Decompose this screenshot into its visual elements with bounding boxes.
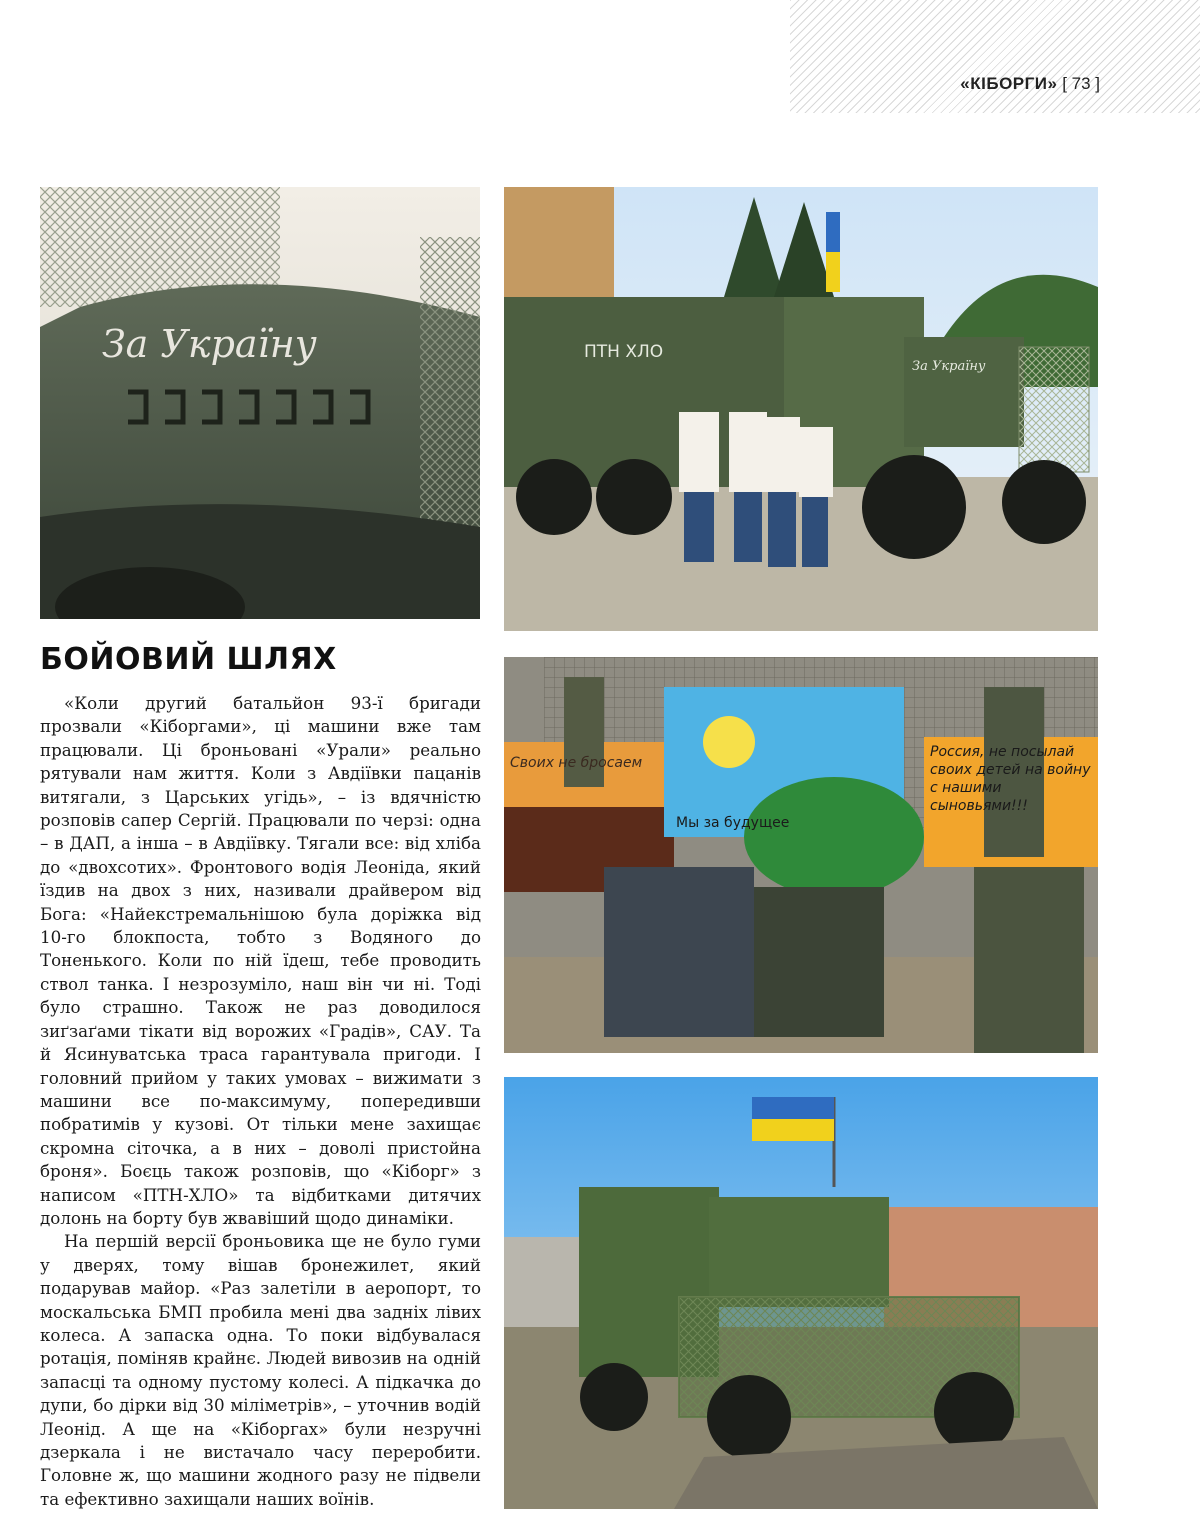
article-heading: БОЙОВИЙ ШЛЯХ <box>40 642 337 677</box>
poster-right-text: Россия, не посылай своих детей на войну с нашими сыновьями!!! <box>930 744 1091 814</box>
page-number: [ 73 ] <box>1062 74 1100 93</box>
article-paragraph: «Коли другий батальйон 93-ї бригади прозвали «Кіборгами», ці машини вже там працювали. Ці броньовані «Урали» реально рятували нам життя. Коли з Авдіївки пацанів витягали, з Царських угідь», – із вдячністю розповів сапер Сергій. Працювали по черзі: одна – в ДАП, а інша – в Авдіївку. Тягали все: від хліба до «двохсотих». Фронтового водія Леоніда, який їздив на двох з них, називали драйвером від Бога: «Найекстремальнішою була доріжка від 10-го блокпоста, тобто з Водяного до Тоненького. Коли по ній їдеш, тебе проводить ствол танка. І незрозуміло, наш він чи ні. Тоді було страшно. Також не раз доводилося зиґзаґами тікати від ворожих «Градів», САУ. Та й Ясинуватська траса гарантувала пригоди. І головний прийом у таких умовах – вижимати з машини все по-максимуму, попередивши побратимів у кузові. От тільки мене захищає скромна сіточка, а в них – доволі пристойна броня». Боєць також розповів, що «Кіборг» з написом «ПТН-ХЛО» та відбитками дитячих долонь на борту був жвавіший щодо динаміки. <box>40 693 481 1228</box>
running-head <box>960 74 1100 94</box>
truck-hood-inscription: За Україну <box>912 359 986 374</box>
poster-center-text: Мы за будущее <box>676 815 790 831</box>
article-paragraph: На першій версії броньовика ще не було гуми у дверях, тому вішав бронежилет, який подарував майор. «Раз залетіли в аеропорт, то москальська БМП пробила мені два задніх лівих колеса. А запаска одна. То поки відбувалася ротація, поміняв крайнє. Людей вивозив на одній запасці та одному пустому колесі. А підкачка до дупи, бо дірки від 30 міліметрів», – уточнив водій Леонід. А ще на «Кіборгах» були незручні дзеркала і не вистачало часу переробити. Головне ж, що машини жодного разу не підвели та ефективно захищали наших воїнів. <box>40 1231 481 1509</box>
photo-truck-with-women <box>504 187 1098 631</box>
poster-left-text: Своих не бросаем <box>510 755 643 771</box>
header-hatch-decoration <box>790 0 1200 113</box>
hood-inscription: За Україну <box>102 322 317 366</box>
photo-truck-hood-closeup <box>40 187 480 619</box>
truck-side-label: ПТН ХЛО <box>584 342 664 362</box>
section-title: «КІБОРГИ» <box>960 74 1058 93</box>
photo-truck-with-flag <box>504 1077 1098 1509</box>
photo-soldiers-with-posters <box>504 657 1098 1053</box>
article-body <box>40 692 481 1511</box>
